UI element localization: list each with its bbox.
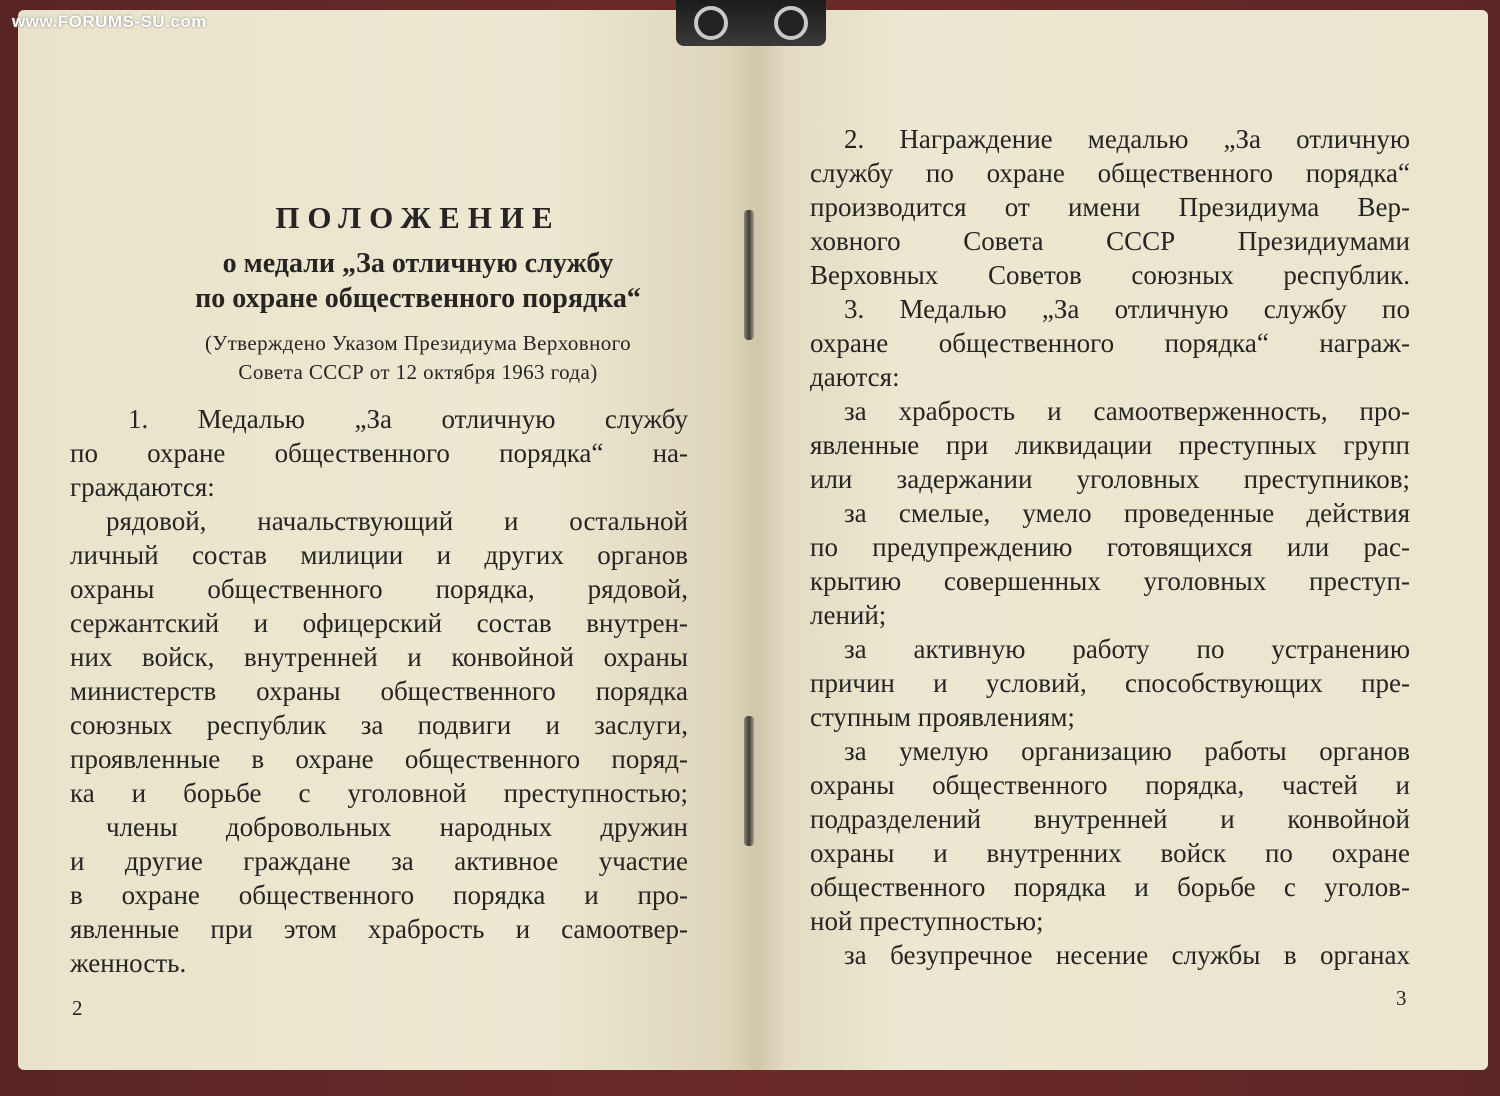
text-line: охраны и внутренних войск по охране: [810, 838, 1410, 868]
text-line: по предупреждению готовящихся или рас-: [810, 532, 1410, 562]
right-page: [758, 10, 1488, 1070]
text-line: охраны общественного порядка, рядовой,: [70, 574, 688, 604]
text-line: Верховных Советов союзных республик.: [810, 260, 1410, 290]
binding-staple: [744, 210, 754, 340]
text-line: рядовой, начальствующий и остальной: [106, 506, 688, 536]
text-line: явленные при ликвидации преступных групп: [810, 430, 1410, 460]
text-line: службу по охране общественного порядка“: [810, 158, 1410, 188]
text-line: проявленные в охране общественного поряд-: [70, 744, 688, 774]
text-line: по охране общественного порядка“ на-: [70, 438, 688, 468]
text-line: ховного Совета СССР Президиумами: [810, 226, 1410, 256]
subtitle-line: по охране общественного порядка“: [195, 283, 641, 314]
text-line: ной преступностью;: [810, 906, 1044, 936]
page-number: 2: [72, 996, 83, 1020]
text-line: явленные при этом храбрость и самоотвер-: [70, 914, 688, 944]
text-line: охране общественного порядка“ награж-: [810, 328, 1410, 358]
binding-staple: [744, 716, 754, 846]
text-line: за умелую организацию работы органов: [844, 736, 1410, 766]
document-heading: ПОЛОЖЕНИЕ: [275, 200, 561, 235]
text-line: союзных республик за подвиги и заслуги,: [70, 710, 688, 740]
text-line: общественного порядка и борьбе с уголов-: [810, 872, 1410, 902]
text-line: за смелые, умело проведенные действия: [844, 498, 1410, 528]
clip-ring: [774, 6, 808, 40]
text-line: и другие граждане за активное участие: [70, 846, 688, 876]
clip-ring: [694, 6, 728, 40]
approval-note: [88, 329, 748, 387]
text-line: в охране общественного порядка и про-: [70, 880, 688, 910]
left-page: [18, 10, 758, 1070]
text-line: министерств охраны общественного порядка: [70, 676, 688, 706]
text-line: личный состав милиции и других органов: [70, 540, 688, 570]
binder-clip: [676, 0, 826, 46]
approval-line: Совета СССР от 12 октября 1963 года): [238, 360, 598, 384]
text-line: за храбрость и самоотверженность, про-: [844, 396, 1410, 426]
document-subtitle: [88, 246, 748, 316]
text-line: за активную работу по устранению: [844, 634, 1410, 664]
text-line: подразделений внутренней и конвойной: [810, 804, 1410, 834]
text-line: причин и условий, способствующих пре-: [810, 668, 1410, 698]
text-line: 1. Медалью „За отличную службу: [128, 404, 688, 434]
text-line: ступным проявлениям;: [810, 702, 1075, 732]
page-number: 3: [1396, 986, 1407, 1010]
text-line: даются:: [810, 362, 900, 392]
text-line: сержантский и офицерский состав внутрен-: [70, 608, 688, 638]
approval-line: (Утверждено Указом Президиума Верховного: [204, 331, 632, 355]
watermark: www.FORUMS-SU.com: [12, 12, 207, 31]
text-line: охраны общественного порядка, частей и: [810, 770, 1410, 800]
text-line: женность.: [70, 948, 187, 978]
text-line: члены добровольных народных дружин: [106, 812, 688, 842]
text-line: них войск, внутренней и конвойной охраны: [70, 642, 688, 672]
text-line: 2. Награждение медалью „За отличную: [844, 124, 1410, 154]
text-line: крытию совершенных уголовных преступ-: [810, 566, 1410, 596]
text-line: или задержании уголовных преступников;: [810, 464, 1410, 494]
text-line: за безупречное несение службы в органах: [844, 940, 1410, 970]
text-line: производится от имени Президиума Вер-: [810, 192, 1410, 222]
text-line: лений;: [810, 600, 887, 630]
text-line: 3. Медалью „За отличную службу по: [844, 294, 1410, 324]
subtitle-line: о медали „За отличную службу: [222, 248, 614, 279]
text-line: граждаются:: [70, 472, 215, 502]
text-line: ка и борьбе с уголовной преступностью;: [70, 778, 688, 808]
